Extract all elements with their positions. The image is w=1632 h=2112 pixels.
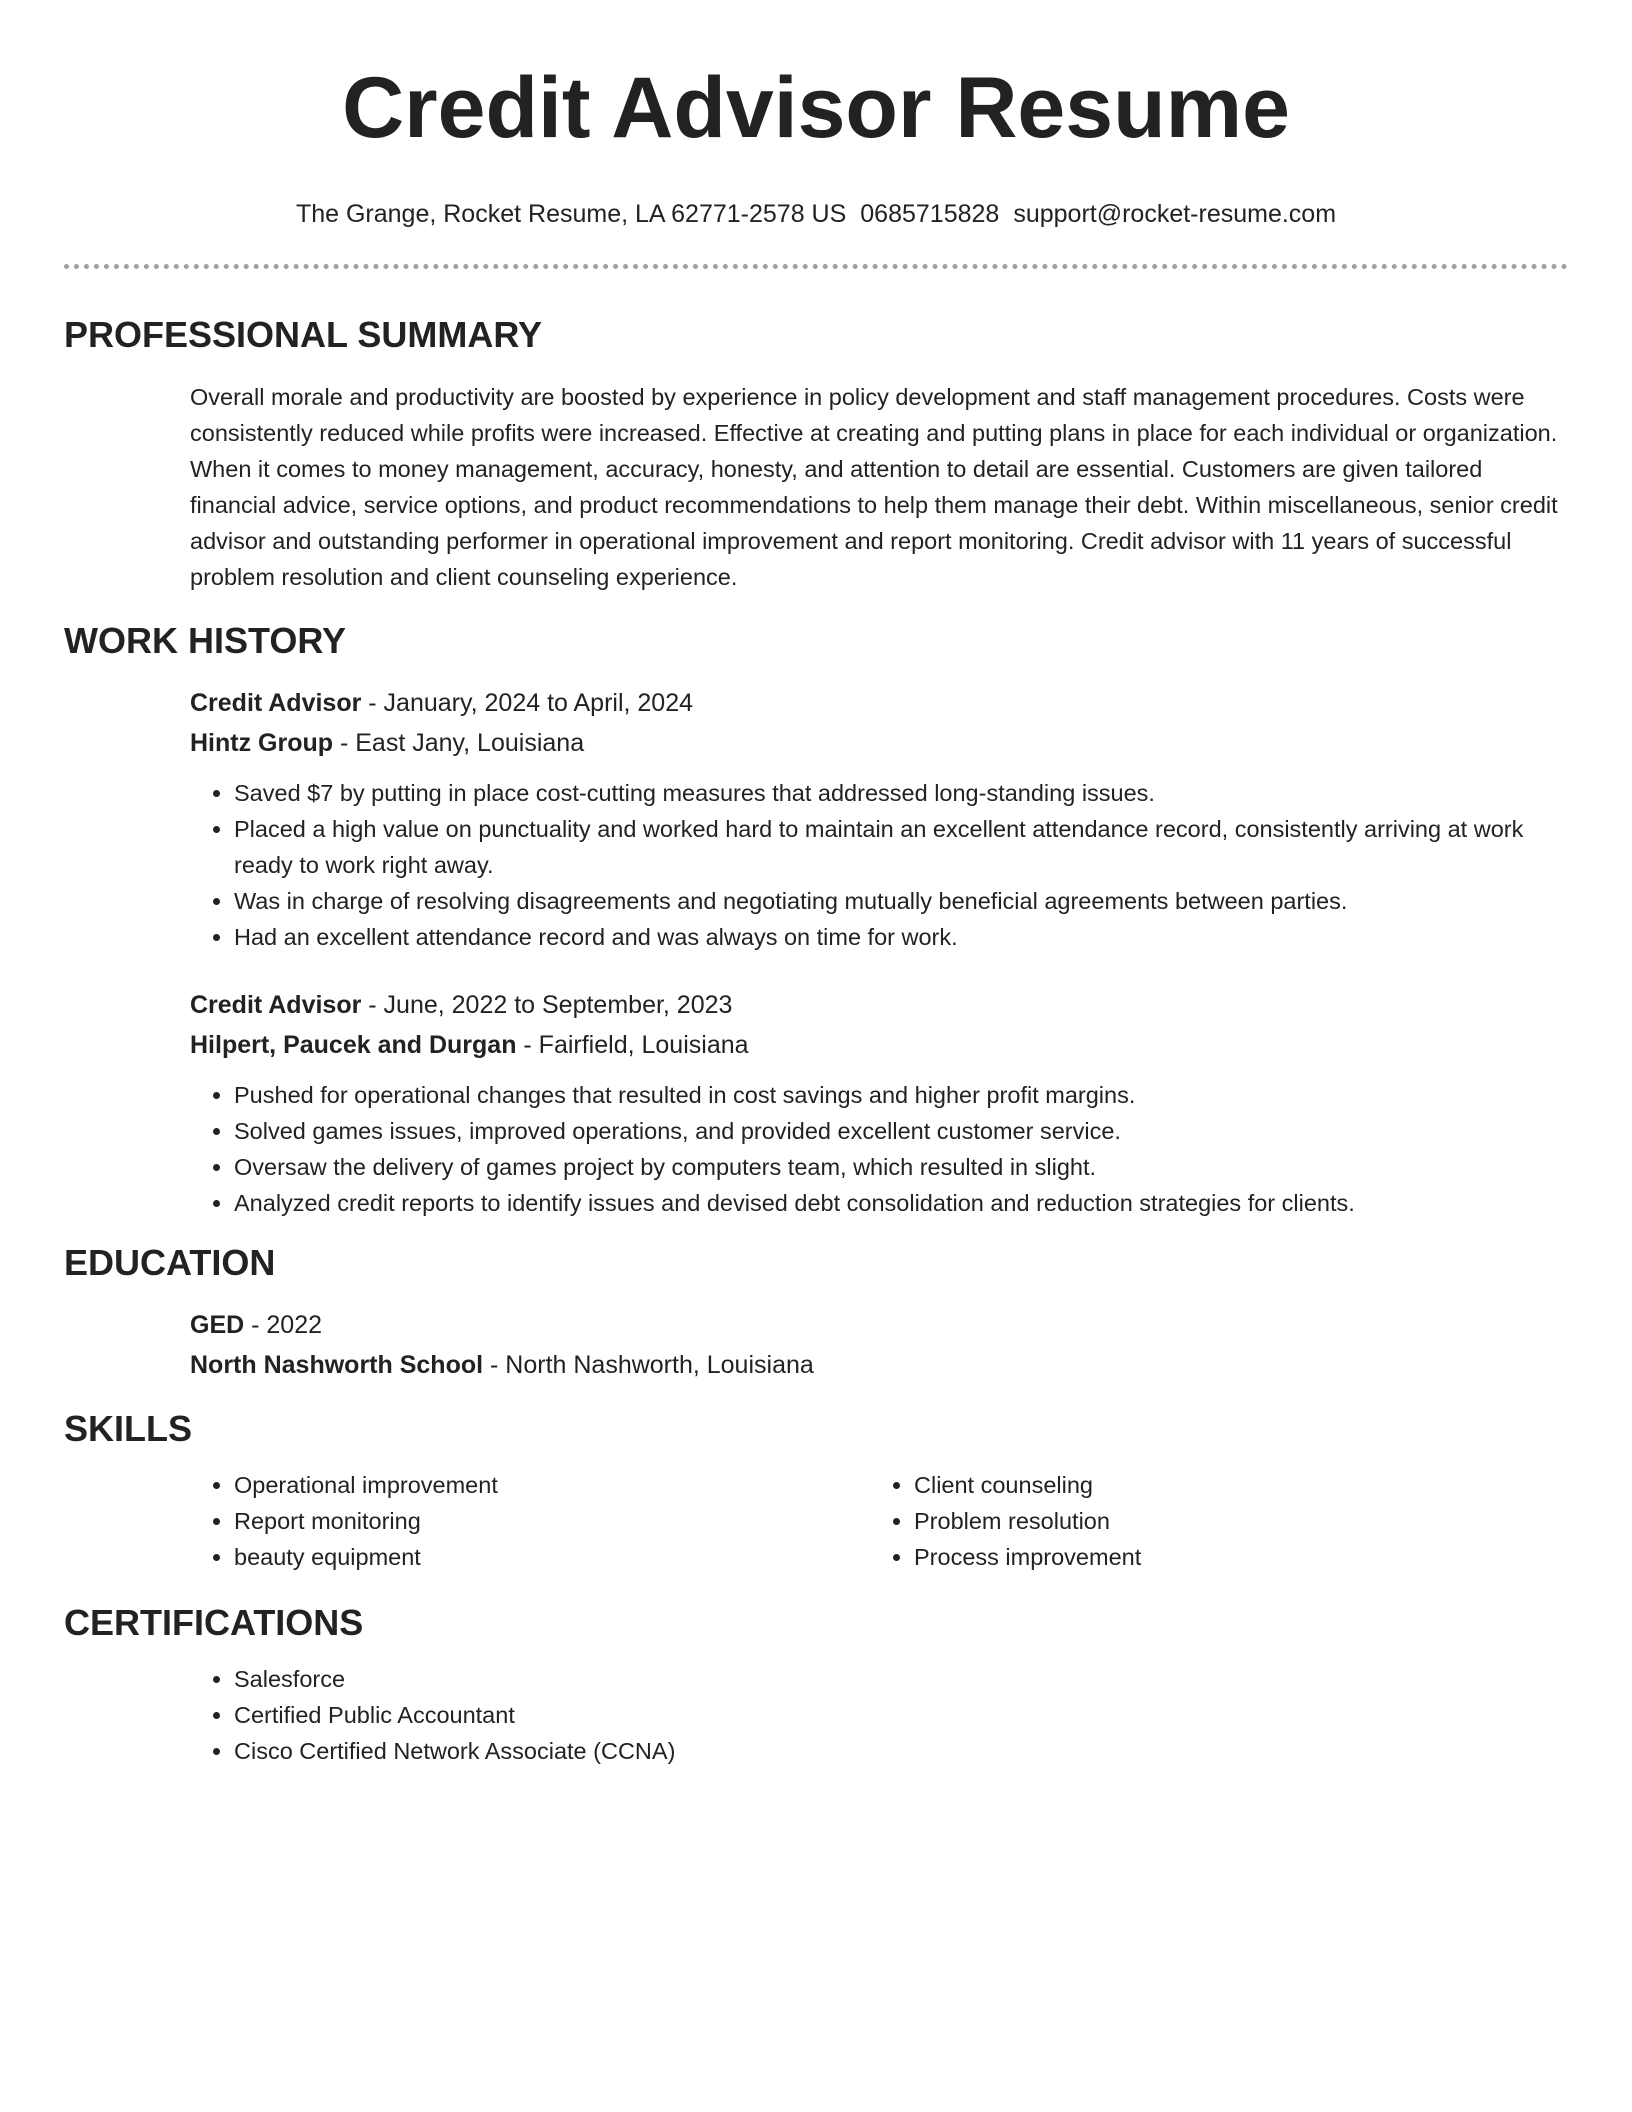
list-item: • Cisco Certified Network Associate (CCNA) [234,1733,1568,1769]
certifications-list [190,1661,1568,1769]
phone-text: 0685715828 [860,200,1000,228]
job-entry [190,683,1568,955]
list-item: • Analyzed credit reports to identify issues and devised debt consolidation and reduction strategies for clients. [234,1185,1568,1221]
job-role: Credit Advisor [190,991,362,1019]
list-item: • Pushed for operational changes that resulted in cost savings and higher profit margins. [234,1077,1568,1113]
skills-list [190,1467,870,1575]
list-item: • Process improvement [914,1539,1550,1575]
list-item: • beauty equipment [234,1539,870,1575]
job-location: - East Jany, Louisiana [333,729,585,757]
list-item: • Was in charge of resolving disagreements and negotiating mutually beneficial agreements between parties. [234,883,1568,919]
school-location: - North Nashworth, Louisiana [483,1351,814,1379]
job-company-line [190,723,1568,763]
job-dates: - January, 2024 to April, 2024 [361,689,694,717]
list-item: • Certified Public Accountant [234,1697,1568,1733]
skills-grid [190,1467,1568,1575]
job-location: - Fairfield, Louisiana [516,1031,749,1059]
resume-title: Credit Advisor Resume [342,60,1290,156]
list-item: • Saved $7 by putting in place cost-cutting measures that addressed long-standing issues. [234,775,1568,811]
job-role: Credit Advisor [190,689,362,717]
address-text: The Grange, Rocket Resume, LA 62771-2578 US [295,200,847,228]
skills-column-right [870,1467,1550,1575]
header-divider [64,264,1568,269]
summary-text: Overall morale and productivity are boosted by experience in policy development and staff management procedures. Costs were consistently reduced while profits were increased. Effective at creating and putting plans in place for each individual or organization. When it comes to money management, accuracy, honesty, and attention to detail are essential. Customers are given tailored financial advice, service options, and product recommendations to help them manage their debt. Within miscellaneous, senior credit advisor and outstanding performer in operational improvement and report monitoring. Credit advisor with 11 years of successful problem resolution and client counseling experience. [190,384,1558,590]
list-item: • Placed a high value on punctuality and worked hard to maintain an excellent attendance record, consistently arriving at work ready to work right away. [234,811,1568,883]
certifications-heading: CERTIFICATIONS [64,1602,364,1643]
list-item: • Oversaw the delivery of games project by computers team, which resulted in slight. [234,1149,1568,1185]
job-bullets [190,775,1568,955]
school-line [190,1345,1568,1385]
job-dates: - June, 2022 to September, 2023 [361,991,733,1019]
certifications-entry [190,1661,1568,1769]
skills-list [870,1467,1550,1575]
list-item: • Solved games issues, improved operations, and provided excellent customer service. [234,1113,1568,1149]
job-title-line [190,683,1568,723]
list-item: • Problem resolution [914,1503,1550,1539]
summary-heading: PROFESSIONAL SUMMARY [64,314,543,355]
education-heading: EDUCATION [64,1242,276,1283]
degree: GED [190,1311,245,1339]
job-bullets [190,1077,1568,1221]
list-item: • Client counseling [914,1467,1550,1503]
school-name: North Nashworth School [190,1351,484,1379]
skills-heading: SKILLS [64,1408,193,1449]
job-title-line [190,985,1568,1025]
list-item: • Had an excellent attendance record and was always on time for work. [234,919,1568,955]
work-history-heading: WORK HISTORY [64,620,347,661]
job-entry [190,985,1568,1221]
degree-line [190,1305,1568,1345]
job-company: Hintz Group [190,729,334,757]
resume-page [64,0,1568,1769]
list-item: • Operational improvement [234,1467,870,1503]
list-item: • Report monitoring [234,1503,870,1539]
degree-year: - 2022 [244,1311,323,1339]
list-item: • Salesforce [234,1661,1568,1697]
education-entry [190,1305,1568,1385]
skills-column-left [190,1467,870,1575]
email-text: support@rocket-resume.com [1013,200,1337,228]
contact-line [64,198,1568,230]
job-company: Hilpert, Paucek and Durgan [190,1031,517,1059]
job-company-line [190,1025,1568,1065]
